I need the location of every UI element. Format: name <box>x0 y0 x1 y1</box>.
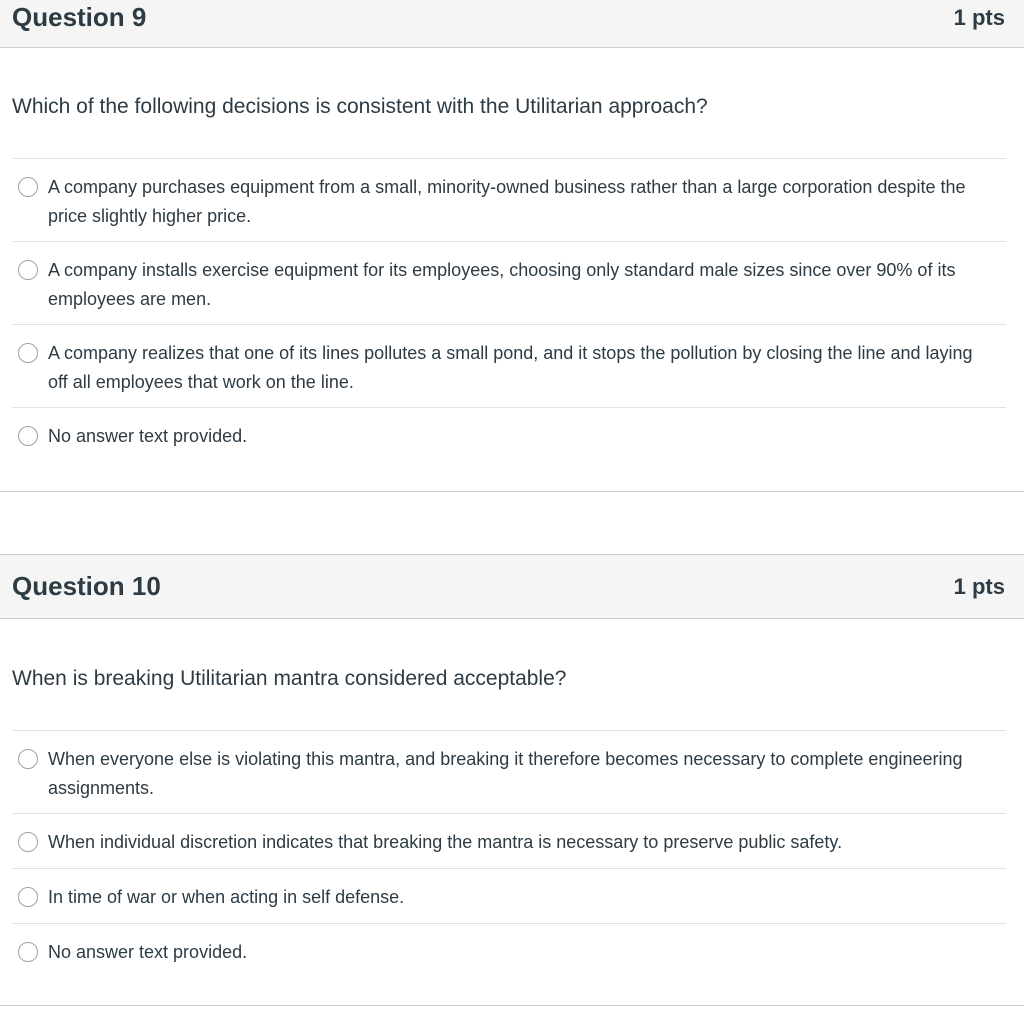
radio-button[interactable] <box>18 942 38 962</box>
radio-button[interactable] <box>18 426 38 446</box>
answer-list <box>12 158 1006 461</box>
question-header <box>0 0 1024 48</box>
radio-button[interactable] <box>18 260 38 280</box>
radio-button[interactable] <box>18 832 38 852</box>
question-title: Question 10 <box>12 571 161 601</box>
question-points: 1 pts <box>953 574 1005 599</box>
answer-option[interactable] <box>12 324 1006 407</box>
answer-option[interactable] <box>12 868 1006 923</box>
answer-label: A company realizes that one of its lines pollutes a small pond, and it stops the pollution by closing the line and laying off all employees that work on the line. <box>48 343 973 392</box>
question-text: When is breaking Utilitarian mantra considered acceptable? <box>12 667 567 690</box>
answer-option[interactable] <box>12 241 1006 324</box>
radio-button[interactable] <box>18 749 38 769</box>
answer-option[interactable] <box>12 813 1006 868</box>
answer-label: When everyone else is violating this mantra, and breaking it therefore becomes necessary to complete engineering assignments. <box>48 749 963 798</box>
answer-option[interactable] <box>12 923 1006 978</box>
answer-label: In time of war or when acting in self defense. <box>48 887 405 907</box>
answer-label: No answer text provided. <box>48 942 248 962</box>
question-title: Question 9 <box>12 2 147 32</box>
question-points: 1 pts <box>953 5 1005 30</box>
answer-label: A company purchases equipment from a small, minority-owned business rather than a large corporation despite the price slightly higher price. <box>48 177 966 226</box>
question-9 <box>0 0 1024 492</box>
answer-option[interactable] <box>12 730 1006 813</box>
question-text: Which of the following decisions is consistent with the Utilitarian approach? <box>12 95 708 118</box>
question-10 <box>0 554 1024 1006</box>
radio-button[interactable] <box>18 887 38 907</box>
answer-option[interactable] <box>12 407 1006 461</box>
answer-label: A company installs exercise equipment for its employees, choosing only standard male sizes since over 90% of its employees are men. <box>48 260 956 309</box>
question-header <box>0 555 1024 619</box>
radio-button[interactable] <box>18 177 38 197</box>
answer-list <box>12 730 1006 978</box>
answer-option[interactable] <box>12 158 1006 241</box>
answer-label: No answer text provided. <box>48 426 248 446</box>
answer-label: When individual discretion indicates that breaking the mantra is necessary to preserve public safety. <box>48 832 843 852</box>
radio-button[interactable] <box>18 343 38 363</box>
